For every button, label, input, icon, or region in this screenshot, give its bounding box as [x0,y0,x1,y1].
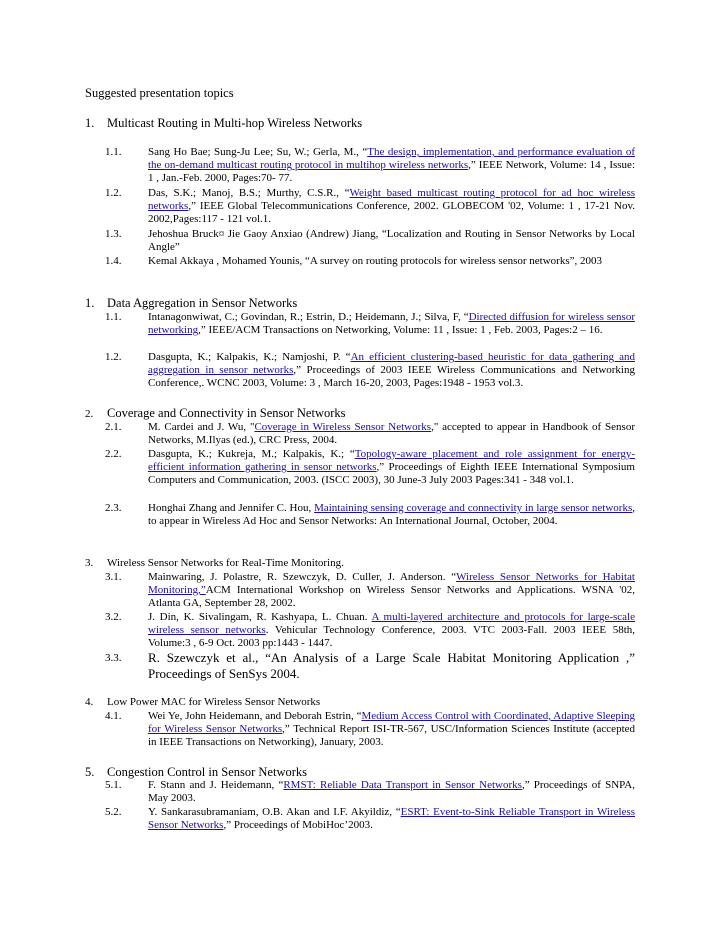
reference-text: Y. Sankarasubramaniam, O.B. Akan and I.F. Akyildiz, “ [148,806,401,818]
reference-item [105,448,635,487]
reference-link[interactable]: An efficient clustering-based heuristic for data gathering and aggregation in sensor networks [148,351,636,376]
reference-number: 3.3. [105,652,122,664]
reference-text: ,” Proceedings of 2003 IEEE Wireless Communications and Networking Conference,. WCNC 2003, Volume: 3 , March 16-20, 2003, Pages:1948 - 1953 vol.3. [148,364,635,389]
reference-link[interactable]: Topology-aware placement and role assignment for energy-efficient information gathering in sensor networks [148,448,635,473]
reference-link[interactable]: The design, implementation, and performance evaluation of the on-demand multicast routing protocol in multihop wireless networks [148,146,635,171]
reference-link[interactable]: Maintaining sensing coverage and connectivity in large sensor networks [314,502,633,514]
reference-item [105,351,635,390]
reference-text: F. Stann and J. Heidemann, “ [148,779,284,791]
reference-text: Sang Ho Bae; Sung-Ju Lee; Su, W.; Gerla, M., “ [148,146,368,158]
reference-number: 1.1. [105,311,122,323]
section-heading [85,765,307,780]
reference-item [105,779,635,805]
reference-link[interactable]: Directed diffusion for wireless sensor networking [148,311,635,336]
reference-link[interactable]: ESRT: Event-to-Sink Reliable Transport in Wireless Sensor Networks [148,806,636,831]
reference-number: 1.2. [105,351,122,363]
section-number: 1. [85,116,95,130]
reference-text: , to appear in Wireless Ad Hoc and Sensor Networks: An International Journal, October, 2004. [148,502,635,527]
reference-text: Jehoshua Bruck¤ Jie Gaoy Anxiao (Andrew) Jiang, “Localization and Routing in Sensor Networks by Local Angle” [148,228,635,253]
reference-link[interactable]: Weight based multicast routing protocol for ad hoc wireless networks [148,187,636,212]
reference-item [105,187,635,226]
reference-item [105,806,635,832]
reference-item [105,255,635,268]
reference-item [105,650,635,682]
reference-number: 1.4. [105,255,122,267]
section-title: Coverage and Connectivity in Sensor Networks [107,406,346,420]
section-heading [85,296,297,311]
reference-number: 5.1. [105,779,122,791]
reference-text: Das, S.K.; Manoj, B.S.; Murthy, C.S.R., “ [148,187,350,199]
reference-text: Mainwaring, J. Polastre, R. Szewczyk, D. Culler, J. Anderson. “ [148,571,457,583]
section-title: Multicast Routing in Multi-hop Wireless Networks [107,116,363,130]
section-number: 2. [85,408,94,420]
reference-link[interactable]: Wireless Sensor Networks for Habitat Monitoring,” [148,571,635,596]
reference-text: ,” Proceedings of MobiHoc’2003. [223,819,373,831]
section-title: Wireless Sensor Networks for Real-Time Monitoring. [107,557,344,569]
reference-link[interactable]: A multi-layered architecture and protocols for large-scale wireless sensor networks [148,611,636,636]
reference-number: 1.3. [105,228,122,240]
reference-item [105,611,635,650]
section-heading [85,116,362,131]
reference-number: 1.2. [105,187,122,199]
reference-item [105,571,635,610]
section-heading [85,557,344,569]
reference-text: Dasgupta, K.; Kukreja, M.; Kalpakis, K.; “ [148,448,355,460]
reference-text: ,” Proceedings of Eighth IEEE International Symposium Computers and Communication, 2003. (ISCC 2003), 30 June-3 July 2003 Pages:341 - 348 vol.1. [148,461,635,486]
reference-text: ,” IEEE/ACM Transactions on Networking, Volume: 11 , Issue: 1 , Feb. 2003, Pages:2 – 16. [198,324,603,336]
reference-item [105,502,635,528]
section-number: 1. [85,296,95,310]
reference-text: Wei Ye, John Heidemann, and Deborah Estrin, “ [148,710,362,722]
reference-text: Kemal Akkaya , Mohamed Younis, “A survey on routing protocols for wireless sensor networks”, 2003 [148,255,602,267]
reference-text: ,” Proceedings of SNPA, May 2003. [148,779,635,804]
reference-number: 2.3. [105,502,122,514]
reference-number: 2.1. [105,421,122,433]
reference-text: ACM International Workshop on Wireless Sensor Networks and Applications. WSNA '02, Atlanta GA, September 28, 2002. [148,584,635,609]
reference-number: 3.2. [105,611,122,623]
reference-text: ,” Technical Report ISI-TR-567, USC/Information Sciences Institute (accepted in IEEE Transactions on Networking), January, 2003. [148,723,636,748]
reference-link[interactable]: RMST: Reliable Data Transport in Sensor Networks [283,779,522,791]
reference-text: J. Din, K. Sivalingam, R. Kashyapa, L. Chuan. [148,611,372,623]
reference-link[interactable]: Medium Access Control with Coordinated, Adaptive Sleeping for Wireless Sensor Networks [148,710,635,735]
reference-text: ,” IEEE Global Telecommunications Conference, 2002. GLOBECOM '02, Volume: 1 , 17-21 Nov. 2002,Pages:117 - 121 vol.1. [148,200,635,225]
reference-number: 3.1. [105,571,122,583]
reference-text: Dasgupta, K.; Kalpakis, K.; Namjoshi, P. “ [148,351,351,363]
reference-text: ," accepted to appear in Handbook of Sensor Networks, M.Ilyas (ed.), CRC Press, 2004. [148,421,635,446]
reference-number: 5.2. [105,806,122,818]
reference-number: 2.2. [105,448,122,460]
reference-number: 4.1. [105,710,122,722]
section-title: Data Aggregation in Sensor Networks [107,296,298,310]
reference-link[interactable]: Coverage in Wireless Sensor Networks [254,421,432,433]
section-heading [85,406,346,421]
reference-item [105,710,635,749]
reference-text: . Vehicular Technology Conference, 2003. VTC 2003-Fall. 2003 IEEE 58th, Volume:3 , 6-9 Oct. 2003 pp:1443 - 1447. [148,624,635,649]
reference-number: 1.1. [105,146,122,158]
reference-text: M. Cardei and J. Wu, " [148,421,255,433]
section-title: Low Power MAC for Wireless Sensor Networks [107,696,321,708]
section-number: 4. [85,696,94,708]
section-title: Congestion Control in Sensor Networks [107,765,307,779]
reference-item [105,421,635,447]
reference-item [105,146,635,185]
reference-item [105,311,635,337]
section-number: 3. [85,557,94,569]
reference-text: Intanagonwiwat, C.; Govindan, R.; Estrin, D.; Heidemann, J.; Silva, F, “ [148,311,469,323]
reference-text: Honghai Zhang and Jennifer C. Hou, [148,502,315,514]
reference-text: R. Szewczyk et al., “An Analysis of a Large Scale Habitat Monitoring Application ,” Proceedings of SenSys 2004. [148,650,635,681]
section-heading [85,696,320,708]
reference-item [105,228,635,254]
section-number: 5. [85,765,95,779]
page-title: Suggested presentation topics [85,86,234,100]
reference-text: ,” IEEE Network, Volume: 14 , Issue: 1 , Jan.-Feb. 2000, Pages:70- 77. [148,159,635,184]
